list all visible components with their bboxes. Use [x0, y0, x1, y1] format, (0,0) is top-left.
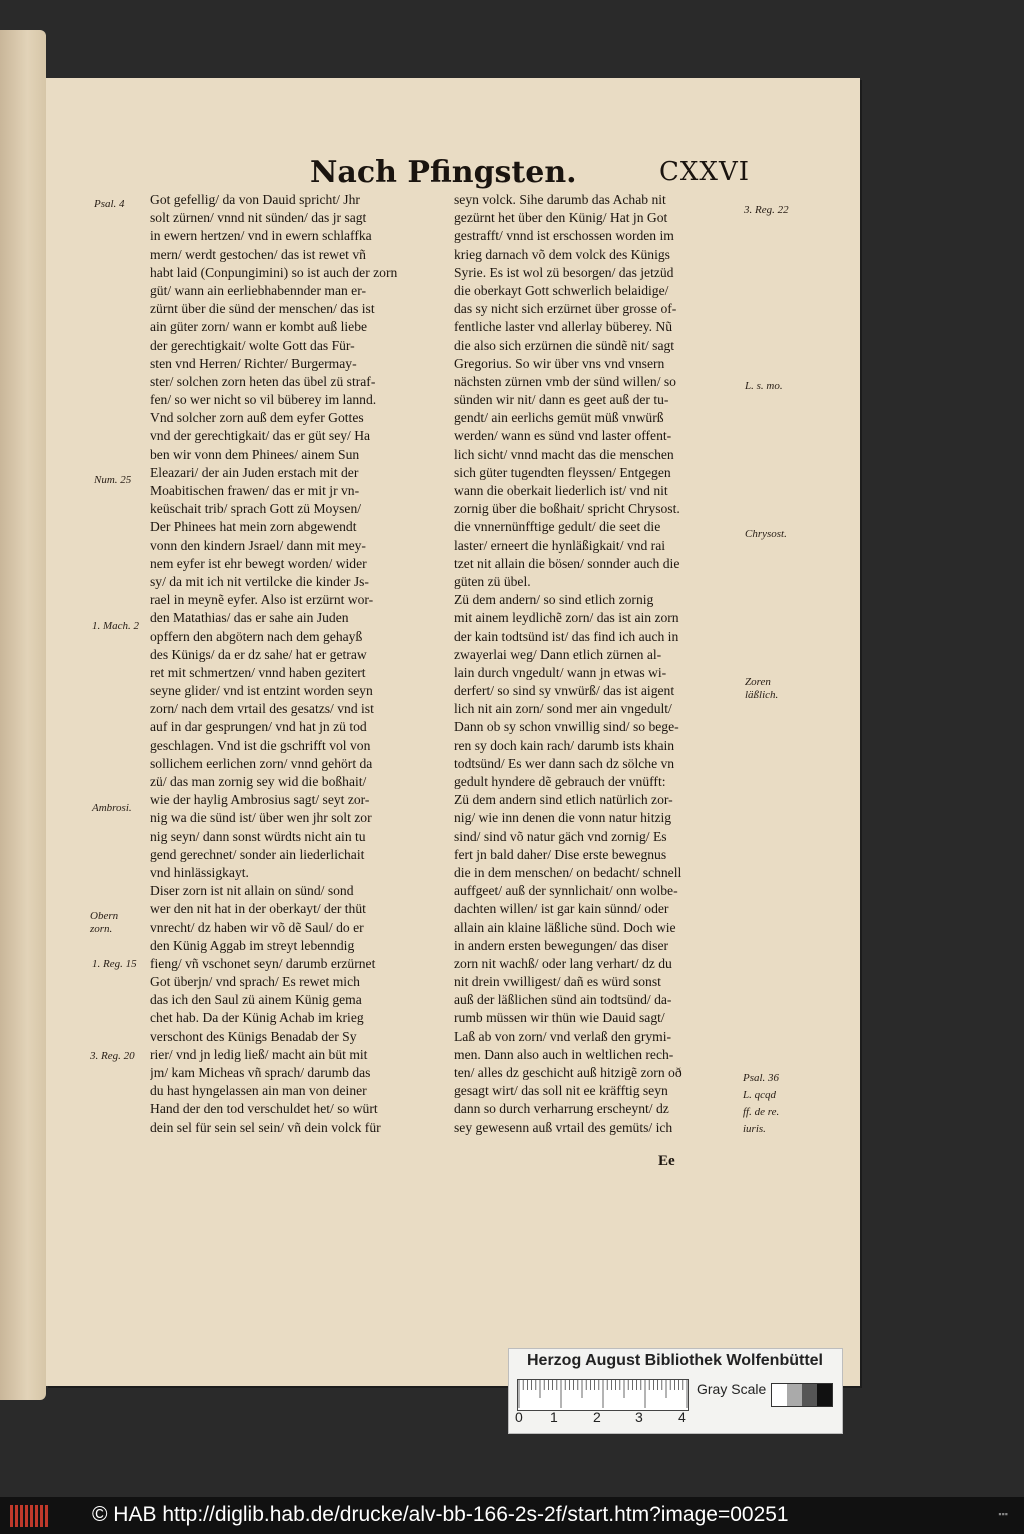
text-line: nem eyfer ist ehr bewegt worden/ wider	[150, 555, 367, 571]
text-line: opffern den abgötern nach dem gehayß	[150, 628, 363, 644]
text-line: Der Phinees hat mein zorn abgewendt	[150, 519, 357, 535]
running-title: Nach Pfingsten.	[310, 155, 577, 190]
text-line: zornig über die boßhait/ spricht Chrysost.	[454, 501, 680, 517]
ruler	[517, 1379, 689, 1411]
text-line: ten/ alles dz geschicht auß hitzigẽ zorn oð	[454, 1065, 682, 1080]
text-line: auß der läßlichen sünd ain todtsünd/ da-	[454, 992, 672, 1008]
margin-note-oberzorn: Obern zorn.	[90, 910, 119, 935]
text-line: Got gefellig/ da von Dauid spricht/ Jhr	[150, 192, 360, 207]
text-line: Laß ab von zorn/ vnd verlaß den grymi-	[454, 1028, 672, 1044]
margin-note-reg20: 3. Reg. 20	[90, 1050, 135, 1062]
text-line: Zü dem andern sind etlich natürlich zor-	[454, 792, 673, 808]
text-line: lich sicht/ vnnd macht das die menschen	[454, 446, 674, 462]
folio-number: CXXVI	[659, 157, 750, 187]
text-line: vnrecht/ dz haben wir võ dẽ Saul/ do er	[150, 919, 364, 935]
text-line: chet hab. Da der Künig Achab im krieg	[150, 1010, 364, 1026]
text-line: die also sich erzürnen die sündẽ nit/ sagt	[454, 337, 675, 353]
margin-note-ffdere: ff. de re.	[743, 1106, 780, 1118]
text-line: ster/ solchen zorn heten das übel zü straf-	[150, 373, 376, 389]
text-line: lich nit ain zorn/ sond mer ain vngedult/	[454, 701, 672, 717]
margin-note-chrysost: Chrysost.	[745, 528, 787, 540]
text-line: fen/ so wer nicht so vil büberey im lannd.	[150, 392, 377, 408]
catchword: Ee	[658, 1153, 675, 1169]
text-line: die in dem menschen/ on bedacht/ schnell	[454, 864, 682, 880]
text-line: geschlagen. Vnd ist die gschrifft vol von	[150, 737, 371, 753]
text-line: der gerechtigkait/ wolte Gott das Für-	[150, 337, 355, 353]
text-line: Gregorius. So wir über vns vnd vnsern	[454, 355, 665, 371]
library-name: Herzog August Bibliothek Wolfenbüttel	[527, 1352, 823, 1369]
text-line: vnd der gerechtigkait/ das er güt sey/ Ha	[150, 428, 371, 444]
text-line: wie der haylig Ambrosius sagt/ seyt zor-	[150, 792, 370, 808]
text-line: vonn den kindern Jsrael/ dann mit mey-	[150, 537, 366, 553]
text-line: in ewern hertzen/ vnd in ewern schlaffka	[150, 228, 372, 244]
text-line: gedult hyndere dẽ gebrauch der vnüfft:	[454, 774, 666, 789]
text-line: todtsünd/ Es wer dann sach dz sölche vn	[454, 755, 675, 771]
text-line: das ich den Saul zü ainem Künig gema	[150, 992, 362, 1008]
text-line: der kain todtsünd ist/ das find ich auch in	[454, 628, 679, 644]
text-line: Got überjn/ vnd sprach/ Es rewet mich	[150, 974, 360, 990]
margin-note-iuris: iuris.	[743, 1123, 766, 1135]
text-line: gend gerechnet/ sonder ain liederlichait	[150, 846, 365, 862]
text-line: jm/ kam Micheas vñ sprach/ darumb das	[150, 1065, 371, 1080]
text-line: die oberkayt Gott schwerlich belaidige/	[454, 282, 669, 298]
text-line: das sy nicht sich erzürnet über grosse of-	[454, 301, 677, 317]
text-line: Vnd solcher zorn auß dem eyfer Gottes	[150, 410, 364, 426]
text-line: ret mit schmertzen/ vnnd haben gezitert	[150, 664, 366, 680]
right-text-column	[454, 191, 744, 1137]
margin-note-lsmo: L. s. mo.	[745, 380, 783, 392]
text-line: gestrafft/ vnnd ist erschossen worden im	[454, 228, 674, 244]
margin-note-psal4: Psal. 4	[94, 198, 125, 210]
text-line: in andern ersten bewegungen/ das diser	[454, 937, 669, 953]
text-line: sten vnd Herren/ Richter/ Burgermay-	[150, 355, 357, 371]
text-line: sind/ sind võ natur gäch vnd zornig/ Es	[454, 828, 667, 844]
ruler-number-3: 3	[635, 1409, 643, 1425]
previous-page-edge	[0, 30, 46, 1400]
text-line: die vnnernünfftige gedult/ die seet die	[454, 519, 661, 535]
text-line: zürnt über die sünd der menschen/ das ist	[150, 301, 375, 317]
text-line: verschont des Künigs Benadab der Sy	[150, 1028, 357, 1044]
text-line: güt/ wann ain eerliebhabennder man er-	[150, 282, 366, 298]
text-line: sich güter tugendten fleyssen/ Entgegen	[454, 464, 671, 480]
text-line: rier/ vnd jn ledig ließ/ macht ain büt mit	[150, 1046, 368, 1062]
ruler-numbers	[513, 1409, 693, 1429]
margin-note-psal36: Psal. 36	[743, 1072, 780, 1084]
margin-note-zoren: Zoren läßlich.	[745, 676, 779, 701]
text-line: ren sy doch kain rach/ darumb ists khain	[454, 737, 675, 753]
text-line: wer den nit hat in der oberkayt/ der thüt	[150, 901, 366, 917]
text-line: ben wir vonn dem Phinees/ ainem Sun	[150, 446, 360, 462]
text-line: wann die oberkait liederlich ist/ vnd nit	[454, 483, 668, 498]
copyright-link[interactable]: © HAB http://diglib.hab.de/drucke/alv-bb-166-2s-2f/start.htm?image=00251	[92, 1503, 789, 1526]
text-line: men. Dann also auch in weltlichen rech-	[454, 1046, 674, 1062]
ruler-number-4: 4	[678, 1409, 686, 1425]
text-line: fert jn bald daher/ Dise erste bewegnus	[454, 846, 667, 862]
text-line: Dann ob sy schon vnwillig sind/ so bege-	[454, 719, 679, 735]
text-line: nit drein vwilligest/ dañ es würd sonst	[454, 974, 661, 990]
text-line: mit ainem leydlichẽ zorn/ das ist ain zorn	[454, 610, 679, 626]
text-line: tzet nit allain die bösen/ sonnder auch die	[454, 555, 680, 571]
footer-bar	[0, 1497, 1024, 1534]
text-line: sollichem eerlichen zorn/ vnnd gehört da	[150, 755, 373, 771]
text-line: solt zürnen/ vnnd nit sünden/ das jr sagt	[150, 210, 367, 226]
corner-icon: ▪▪▪	[998, 1509, 1008, 1519]
left-text-column	[150, 191, 440, 1137]
margin-note-reg15: 1. Reg. 15	[92, 958, 137, 970]
margin-note-reg22: 3. Reg. 22	[744, 204, 789, 216]
margin-note-num25: Num. 25	[94, 474, 132, 486]
text-line: rael in meynẽ eyfer. Also ist erzürnt wor-	[150, 592, 374, 608]
text-line: ain güter zorn/ wann er kombt auß liebe	[150, 319, 368, 335]
text-line: sünden wir nit/ dann es geet auß der tu-	[454, 392, 669, 408]
text-line: laster/ erneert die hynläßigkait/ vnd rai	[454, 537, 666, 553]
text-line: nig seyn/ dann sonst würdts nicht ain tu	[150, 828, 366, 844]
text-line: allain ain klaine läßliche sünd. Doch wie	[454, 919, 676, 935]
ruler-number-0: 0	[515, 1409, 523, 1425]
text-line: auf in dar gesprungen/ vnd hat jn zü tod	[150, 719, 367, 735]
text-line: vnd hinlässigkayt.	[150, 864, 249, 880]
ruler-number-1: 1	[550, 1409, 558, 1425]
text-line: des Künigs/ da er dz sahe/ hat er getraw	[150, 646, 367, 662]
margin-note-lqcqd: L. qcqd	[743, 1089, 776, 1101]
text-line: Syrie. Es ist wol zü besorgen/ das jetzüd	[454, 264, 674, 280]
text-line: den Matathias/ das er sahe ain Juden	[150, 610, 349, 626]
gray-scale-label: Gray Scale	[697, 1381, 767, 1397]
page-header	[310, 155, 750, 193]
text-line: den Künig Aggab im streyt lebenndig	[150, 937, 355, 953]
text-line: dann so durch verharrung erscheynt/ dz	[454, 1101, 669, 1117]
text-line: zü/ das man zornig sey wid die boßhait/	[150, 774, 367, 789]
text-line: habt laid (Conpungimini) so ist auch der zorn	[150, 264, 398, 280]
margin-note-mach2: 1. Mach. 2	[92, 620, 140, 632]
hab-logo-icon	[10, 1505, 48, 1527]
text-line: gendt/ ain eerlichs gemüt müß vnwürß	[454, 410, 664, 426]
text-line: zorn nit wachß/ oder lang verhart/ dz du	[454, 955, 672, 971]
text-line: mern/ werdt gestochen/ das ist rewet vñ	[150, 246, 366, 262]
ruler-number-2: 2	[593, 1409, 601, 1425]
margin-note-ambros: Ambrosi.	[92, 802, 132, 814]
text-line: rumb müssen wir thün wie Dauid sagt/	[454, 1010, 665, 1026]
text-line: seyne glider/ vnd ist entzint worden seyn	[150, 683, 373, 699]
text-line: derfert/ so sind sy vnwürß/ das ist aigent	[454, 683, 675, 699]
text-line: güten zü übel.	[454, 573, 531, 589]
text-line: dein sel für sein sel sein/ vñ dein volck für	[150, 1119, 381, 1135]
text-line: sey gewesenn auß vrtail des gemüts/ ich	[454, 1119, 673, 1135]
text-line: dachten willen/ ist gar kain sünnd/ oder	[454, 901, 669, 917]
text-line: du hast hyngelassen ain man von deiner	[150, 1083, 367, 1099]
text-line: Diser zorn ist nit allain on sünd/ sond	[150, 883, 354, 899]
text-line: werden/ wann es sünd vnd laster offent-	[454, 428, 672, 444]
text-line: seyn volck. Sihe darumb das Achab nit	[454, 192, 666, 207]
text-line: krieg darnach võ dem volck des Künigs	[454, 246, 670, 262]
text-line: gezürnt het über den Künig/ Hat jn Got	[454, 210, 668, 226]
text-line: keüschait trib/ sprach Gott zü Moysen/	[150, 501, 362, 517]
text-line: sy/ da mit ich nit vertilcke die kinder Js-	[150, 573, 369, 589]
text-line: fieng/ vñ vschonet seyn/ darumb erzürnet	[150, 955, 376, 971]
text-line: nächsten zürnen vmb der sünd willen/ so	[454, 373, 676, 389]
text-line: nig wa die sünd ist/ über wen jhr solt zor	[150, 810, 372, 826]
text-line: lain durch vngedult/ wann jn etwas wi-	[454, 664, 667, 680]
text-line: nig/ wie inn denen die vonn natur hitzig	[454, 810, 672, 826]
text-line: zorn/ nach dem vrtail des gesatzs/ vnd ist	[150, 701, 374, 717]
gray-scale-bar	[771, 1383, 833, 1407]
text-line: gesagt wirt/ das soll nit ee kräfftig seyn	[454, 1083, 668, 1099]
text-line: Eleazari/ der ain Juden erstach mit der	[150, 464, 359, 480]
color-scale-card	[508, 1348, 843, 1434]
text-line: auffgeet/ auß der synnlichait/ onn wolbe-	[454, 883, 678, 899]
text-line: fentliche laster vnd allerlay büberey. Nũ	[454, 319, 673, 335]
text-line: zwayerlai weg/ Dann etlich zürnen al-	[454, 646, 662, 662]
text-line: Moabitischen frawen/ das er mit jr vn-	[150, 483, 360, 498]
text-line: Zü dem andern/ so sind etlich zornig	[454, 592, 654, 608]
text-line: Hand der den tod verschuldet het/ so würt	[150, 1101, 378, 1117]
